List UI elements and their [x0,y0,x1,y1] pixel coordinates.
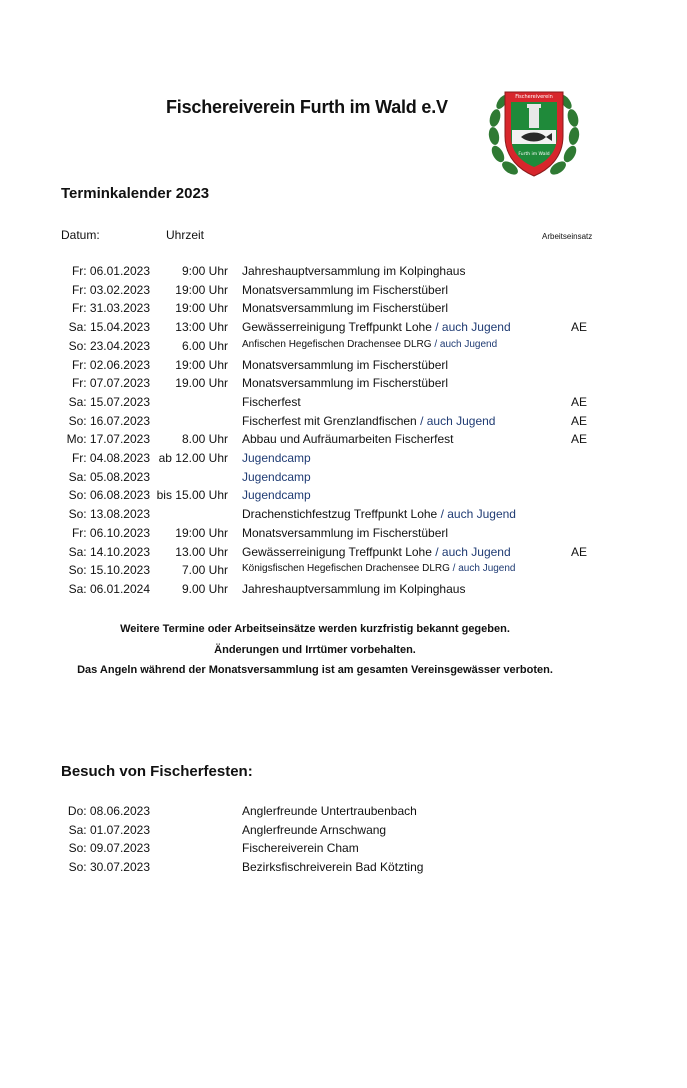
row-description-text: Fischerfest mit Grenzlandfischen [242,413,417,428]
table-row [0,414,687,433]
table-row [0,264,687,283]
table-row [0,563,687,582]
row-youth-note: / auch Jugend [431,320,511,335]
row-date: Sa: 05.08.2023 [68,469,150,484]
row-description-text: Anfischen Hegefischen Drachensee DLRG [242,338,432,350]
row-time: 19:00 Uhr [175,301,228,316]
row-date: Sa: 06.01.2024 [68,581,150,596]
row-work-marker: AE [571,413,588,428]
row-time: 9.00 Uhr [181,581,228,596]
visits-title: Besuch von Fischerfesten: [61,763,253,780]
row-time: ab 12.00 Uhr [158,451,228,465]
row-time: 19.00 Uhr [175,376,228,391]
row-description-text: Gewässerreinigung Treffpunkt Lohe [242,320,432,335]
table-row [0,283,687,302]
calendar-title: Terminkalender 2023 [61,185,210,202]
row-time: 13:00 Uhr [175,320,228,335]
row-description-text: Gewässerreinigung Treffpunkt Lohe [242,544,432,559]
table-row [0,823,687,842]
row-date: So: 13.08.2023 [68,507,150,522]
row-description [242,358,448,372]
row-description-text: Jahreshauptversammlung im Kolpinghaus [242,264,466,278]
row-date: Fr: 06.10.2023 [71,525,150,540]
row-date: Sa: 15.07.2023 [68,394,150,409]
row-date: Sa: 15.04.2023 [68,320,150,335]
row-description [242,283,448,297]
row-description [242,432,453,446]
row-description-text: Monatsversammlung im Fischerstüberl [242,301,449,316]
row-date: So: 09.07.2023 [68,841,150,856]
row-date: So: 23.04.2023 [68,338,150,353]
row-description-text: Fischerfest [242,394,301,409]
row-description [242,301,448,315]
table-row [0,301,687,320]
row-description: Fischereiverein Cham [242,841,359,856]
row-description-text: Monatsversammlung im Fischerstüberl [242,376,449,391]
row-time: 13.00 Uhr [175,544,228,559]
logo-text-top: Fischereiverein [515,94,553,100]
row-description: Anglerfreunde Arnschwang [242,822,387,837]
page-title: Fischereiverein Furth im Wald e.V [166,97,448,117]
row-date: Fr: 03.02.2023 [71,282,150,297]
row-description [242,545,511,559]
row-description [242,470,311,484]
row-work-marker: AE [571,544,588,559]
table-row [0,451,687,470]
row-time: 9:00 Uhr [181,264,228,278]
row-date: So: 16.07.2023 [68,413,150,428]
table-row [0,507,687,526]
row-date: So: 15.10.2023 [68,563,150,578]
table-row [0,339,687,358]
row-date: So: 30.07.2023 [68,860,150,875]
row-youth-note: Jugendcamp [242,488,311,503]
row-date: Fr: 31.03.2023 [71,301,150,316]
row-youth-note: Jugendcamp [242,469,311,484]
row-time: 6.00 Uhr [181,338,228,353]
row-time: 19:00 Uhr [175,282,228,297]
table-row [0,358,687,377]
row-work-marker: AE [571,320,588,335]
row-youth-note: / auch Jugend [431,544,511,559]
table-row [0,432,687,451]
note-line: Das Angeln während der Monatsversammlung ist am gesamten Vereinsgewässer verboten. [77,664,553,676]
row-description [242,320,511,334]
row-time: 8.00 Uhr [181,432,228,447]
row-description: Anglerfreunde Untertraubenbach [242,804,417,818]
table-row [0,376,687,395]
note-line: Weitere Termine oder Arbeitseinsätze werden kurzfristig bekannt gegeben. [120,623,510,635]
table-row [0,545,687,564]
row-description [242,414,495,428]
row-description-text: Monatsversammlung im Fischerstüberl [242,282,449,297]
row-description-text: Drachenstichfestzug Treffpunkt Lohe [242,507,438,522]
row-work-marker: AE [571,394,588,409]
row-description-text: Monatsversammlung im Fischerstüberl [242,357,449,372]
row-youth-note: Jugendcamp [242,451,311,465]
row-date: Fr: 02.06.2023 [71,357,150,372]
row-description [242,376,448,390]
club-logo [488,84,580,182]
row-description [242,264,465,278]
row-description [242,451,311,465]
row-description: Bezirksfischreiverein Bad Kötzting [242,860,424,875]
column-header-date: Datum: [61,228,100,242]
row-description-text: Abbau und Aufräumarbeiten Fischerfest [242,432,454,447]
row-time: 7.00 Uhr [181,563,228,578]
table-row [0,470,687,489]
table-row [0,488,687,507]
row-description [242,582,465,596]
row-description [242,563,516,574]
row-date: Mo: 17.07.2023 [66,432,150,447]
row-date: So: 06.08.2023 [68,488,150,503]
table-row [0,395,687,414]
table-row [0,320,687,339]
row-date: Fr: 04.08.2023 [71,451,150,465]
row-date: Sa: 14.10.2023 [68,544,150,559]
row-description-text: Monatsversammlung im Fischerstüberl [242,525,449,540]
row-work-marker: AE [571,432,588,447]
row-description [242,526,448,540]
row-time: bis 15.00 Uhr [156,488,228,503]
row-description-text: Königsfischen Hegefischen Drachensee DLRG [242,563,450,575]
row-description [242,507,516,521]
row-time: 19:00 Uhr [175,357,228,372]
row-description-text: Jahreshauptversammlung im Kolpinghaus [242,581,466,596]
table-row [0,582,687,601]
row-description [242,339,497,350]
table-row [0,841,687,860]
row-description [242,395,301,409]
note-line: Änderungen und Irrtümer vorbehalten. [214,644,416,656]
row-date: Do: 08.06.2023 [67,804,150,818]
column-header-time: Uhrzeit [166,228,205,242]
column-header-work: Arbeitseinsatz [542,232,593,241]
row-date: Fr: 06.01.2023 [71,264,150,278]
row-youth-note: / auch Jugend [437,507,516,522]
row-youth-note: / auch Jugend [431,338,498,350]
table-row [0,526,687,545]
row-date: Sa: 01.07.2023 [68,822,150,837]
row-youth-note: / auch Jugend [449,563,516,575]
table-row [0,804,687,823]
table-row [0,860,687,879]
logo-text-bottom: Furth im Wald [518,152,550,157]
row-time: 19:00 Uhr [175,525,228,540]
row-youth-note: / auch Jugend [416,413,496,428]
row-description [242,488,311,502]
row-date: Fr: 07.07.2023 [71,376,150,391]
